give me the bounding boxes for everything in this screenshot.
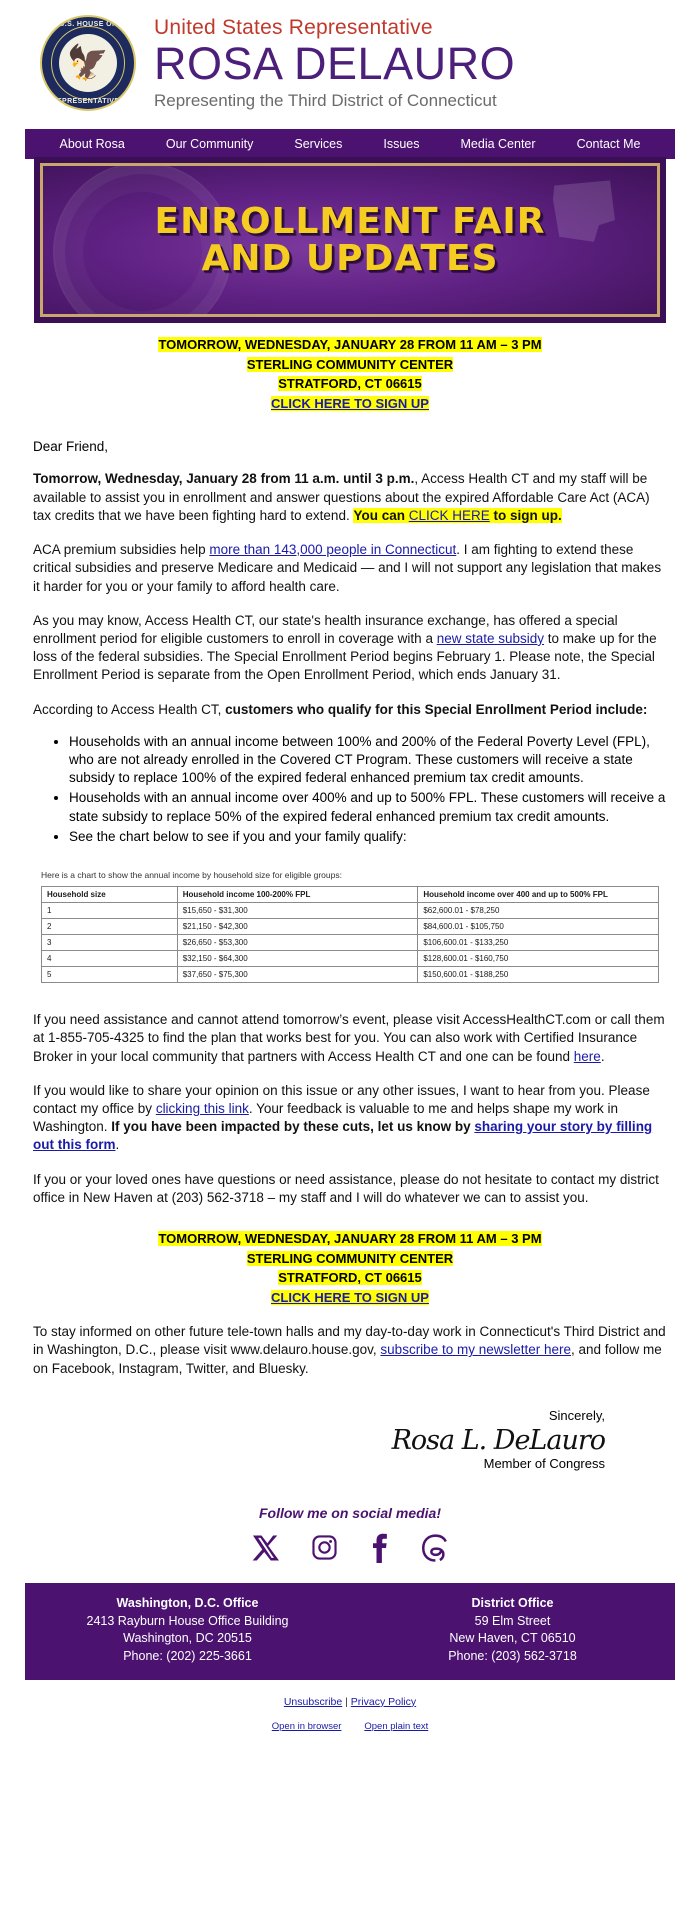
cell-household-size: 3 [42, 935, 178, 951]
event-top-line3: STRATFORD, CT 06615 [278, 376, 422, 392]
event-bottom-line1: TOMORROW, WEDNESDAY, JANUARY 28 FROM 11 AM – 3 PM [158, 1231, 542, 1247]
email-body [0, 335, 700, 1562]
cell-income-100-200: $15,650 - $31,300 [177, 903, 418, 919]
p5-broker-here-link[interactable]: here [573, 1048, 601, 1064]
p6-post: . [115, 1137, 120, 1153]
table-header-row [42, 887, 659, 903]
p4-bold: customers who qualify for this Special Enrollment Period include: [225, 701, 648, 717]
p6-share-story-link[interactable]: sharing your story by filling out this form [33, 1119, 653, 1153]
social-heading: Follow me on social media! [258, 1504, 442, 1521]
cell-household-size: 1 [42, 903, 178, 919]
paragraph-5 [33, 1011, 667, 1066]
signature-block [33, 1408, 667, 1471]
event-bottom-signup-link[interactable]: CLICK HERE TO SIGN UP [271, 1289, 429, 1305]
instagram-icon[interactable] [311, 1534, 338, 1561]
list-item: • Households with an annual income over 400% and up to 500% FPL. These customers will receive a state subsidy to replace 50% of the expired federal enhanced premium tax credit amounts. [69, 789, 667, 825]
enrollment-fair-banner [40, 163, 660, 317]
paragraph-1 [33, 470, 667, 525]
threads-icon[interactable] [420, 1533, 450, 1563]
p6-mid: . Your feedback is valuable to me and helps shape my work in Washington. [33, 1101, 619, 1135]
bottom-links-row2 [0, 1720, 700, 1732]
connecticut-map-icon [553, 180, 615, 244]
cell-income-100-200: $37,650 - $75,300 [177, 967, 418, 983]
social-icon-row [33, 1533, 667, 1563]
paragraph-2 [33, 541, 667, 596]
table-row [42, 935, 659, 951]
event-top-line1: TOMORROW, WEDNESDAY, JANUARY 28 FROM 11 AM – 3 PM [158, 337, 542, 353]
open-in-browser-link[interactable]: Open in browser [271, 1720, 342, 1732]
p6-bold: If you have been impacted by these cuts, let us know by [111, 1119, 475, 1135]
dc-office-line2: Washington, DC 20515 [123, 1631, 252, 1646]
event-bottom-line3: STRATFORD, CT 06615 [278, 1270, 422, 1286]
x-twitter-icon[interactable] [251, 1533, 281, 1563]
district-office-phone: Phone: (203) 562-3718 [448, 1649, 577, 1664]
open-plain-text-link[interactable]: Open plain text [364, 1720, 429, 1732]
cell-income-400-500: $106,600.01 - $133,250 [418, 935, 659, 951]
nav-item-about-rosa[interactable]: About Rosa [59, 137, 125, 152]
p6-contact-office-link[interactable]: clicking this link [155, 1101, 249, 1117]
event-details-top [33, 335, 667, 413]
event-top-signup-link[interactable]: CLICK HERE TO SIGN UP [271, 395, 429, 411]
column-header-household-size: Household size [42, 887, 178, 903]
table-row [42, 919, 659, 935]
link-separator: | [345, 1695, 348, 1708]
table-row [42, 951, 659, 967]
event-details-bottom [33, 1229, 667, 1307]
seal-bottom-text: REPRESENTATIVES [51, 97, 125, 105]
paragraph-6 [33, 1082, 667, 1155]
event-bottom-line2: STERLING COMMUNITY CENTER [246, 1250, 454, 1266]
paragraph-8 [33, 1323, 667, 1378]
p1-bold-date: Tomorrow, Wednesday, January 28 from 11 a.m. until 3 p.m. [33, 471, 415, 487]
eagle-icon: 🦅 [66, 43, 110, 82]
p2-statistic-link[interactable]: more than 143,000 people in Connecticut [209, 542, 457, 558]
p1-highlight-pre: You can [353, 507, 409, 523]
banner-title [154, 200, 546, 280]
page-title: ROSA DELAURO [154, 38, 516, 90]
house-seal-icon [40, 15, 136, 111]
unsubscribe-link[interactable]: Unsubscribe [283, 1695, 343, 1708]
p5-text: If you need assistance and cannot attend tomorrow’s event, please visit AccessHealthCT.com or call them at 1-855-705-4325 to find the plan that works best for you. You can also work with Certified Insurance Broker in your local community that partners with Access Health CT and one can be found [33, 1012, 665, 1064]
seal-top-text: U.S. HOUSE OF [59, 20, 117, 28]
dc-office-phone: Phone: (202) 225-3661 [123, 1649, 252, 1664]
main-navigation [25, 129, 675, 159]
bottom-links [0, 1680, 700, 1742]
chart-caption: Here is a chart to show the annual income by household size for eligible groups: [41, 870, 342, 881]
fpl-income-table [41, 886, 659, 983]
p5-post: . [600, 1048, 605, 1064]
p3-new-state-subsidy-link[interactable]: new state subsidy [436, 630, 545, 646]
cell-income-400-500: $84,600.01 - $105,750 [418, 919, 659, 935]
salutation: Dear Friend, [33, 439, 109, 455]
p3-post: to make up for the loss of the federal subsidies. The Special Enrollment Period begins February 1. Please note, the Special Enrollment Period is separate from the Open Enrollment Period, which ends January 31. [33, 630, 657, 683]
p3-pre: As you may know, Access Health CT, our state's health insurance exchange, has offered a special enrollment period for eligible customers to enroll in coverage with a [33, 612, 618, 646]
privacy-policy-link[interactable]: Privacy Policy [350, 1695, 417, 1708]
district-office-line1: 59 Elm Street [474, 1613, 551, 1628]
table-row [42, 967, 659, 983]
banner-title-line1: ENROLLMENT FAIR [154, 200, 546, 242]
signature-title: Member of Congress [483, 1455, 605, 1471]
cell-household-size: 2 [42, 919, 178, 935]
cell-household-size: 5 [42, 967, 178, 983]
table-body [42, 903, 659, 983]
nav-item-media-center[interactable]: Media Center [460, 137, 536, 152]
cell-income-100-200: $32,150 - $64,300 [177, 951, 418, 967]
p4-pre: According to Access Health CT, [33, 701, 226, 717]
paragraph-4 [33, 701, 667, 719]
masthead [0, 0, 700, 121]
banner-title-line2: AND UPDATES [201, 238, 499, 280]
banner-wrapper [0, 159, 700, 317]
district-office-block [350, 1595, 675, 1666]
paragraph-3 [33, 612, 667, 685]
district-office-line2: New Haven, CT 06510 [449, 1631, 576, 1646]
signature-image: Rosa L. DeLauro [391, 1424, 605, 1456]
cell-household-size: 4 [42, 951, 178, 967]
facebook-icon[interactable] [368, 1533, 390, 1563]
dc-office-line1: 2413 Rayburn House Office Building [86, 1613, 289, 1628]
column-header-income-100-200: Household income 100-200% FPL [177, 887, 418, 903]
bottom-links-row1 [0, 1696, 700, 1708]
nav-item-services[interactable]: Services [294, 137, 343, 152]
p6-pre: If you would like to share your opinion on this issue or any other issues, I want to hear from you. Please contact my office by [33, 1082, 650, 1117]
cell-income-400-500: $62,600.01 - $78,250 [418, 903, 659, 919]
list-item: • Households with an annual income between 100% and 200% of the Federal Poverty Level (FPL), who are not already enrolled in the Covered CT Program. These customers will receive a state subsidy to replace 100% of the expired federal enhanced premium tax credit amounts. [69, 733, 667, 788]
p8-pre: To stay informed on other future tele-town halls and my day-to-day work in Connecticut's Third District and in Washington, D.C., please visit www.delauro.house.gov, [33, 1324, 666, 1358]
column-header-income-400-500: Household income over 400 and up to 500% FPL [418, 887, 659, 903]
office-footer [25, 1583, 675, 1680]
nav-item-our-community[interactable]: Our Community [165, 137, 254, 152]
district-office-name: District Office [471, 1595, 554, 1610]
p8-newsletter-link[interactable]: subscribe to my newsletter here [380, 1342, 572, 1358]
qualify-list [33, 733, 667, 846]
cell-income-400-500: $128,600.01 - $160,750 [418, 951, 659, 967]
event-top-line2: STERLING COMMUNITY CENTER [246, 356, 454, 372]
table-row [42, 903, 659, 919]
subtitle: Representing the Third District of Connecticut [154, 91, 497, 111]
washington-office-block [25, 1595, 350, 1666]
nav-item-contact-me[interactable]: Contact Me [576, 137, 641, 152]
paragraph-7: If you or your loved ones have questions or need assistance, please do not hesitate to contact my district office in New Haven at (203) 562-3718 – my staff and I will do whatever we can to assist you. [33, 1171, 659, 1205]
p2-post: . I am fighting to extend these critical subsidies and preserve Medicare and Medicaid — and I will not support any legislation that makes it harder for you or your family to afford health care. [33, 542, 662, 594]
table-head [42, 887, 659, 903]
p1-highlight-post: to sign up. [489, 507, 562, 523]
social-media-section [33, 1505, 667, 1563]
p1-rest: , Access Health CT and my staff will be available to assist you in enrollment and answer questions about the expired Affordable Care Act (ACA) tax credits that we have been fighting hard to extend. [33, 471, 650, 523]
p8-post: , and follow me on Facebook, Instagram, Twitter, and Bluesky. [33, 1342, 662, 1376]
nav-item-issues[interactable]: Issues [383, 137, 420, 152]
dc-office-name: Washington, D.C. Office [116, 1595, 259, 1610]
cell-income-400-500: $150,600.01 - $188,250 [418, 967, 659, 983]
cell-income-100-200: $26,650 - $53,300 [177, 935, 418, 951]
seal-inner [59, 34, 117, 92]
list-item: • See the chart below to see if you and your family qualify: [69, 828, 667, 846]
supertitle: United States Representative [154, 16, 433, 39]
p1-click-here-link[interactable]: CLICK HERE [408, 507, 490, 523]
p2-pre: ACA premium subsidies help [33, 542, 210, 558]
sincerely-text: Sincerely, [548, 1407, 605, 1423]
title-block [154, 14, 515, 111]
cell-income-100-200: $21,150 - $42,300 [177, 919, 418, 935]
